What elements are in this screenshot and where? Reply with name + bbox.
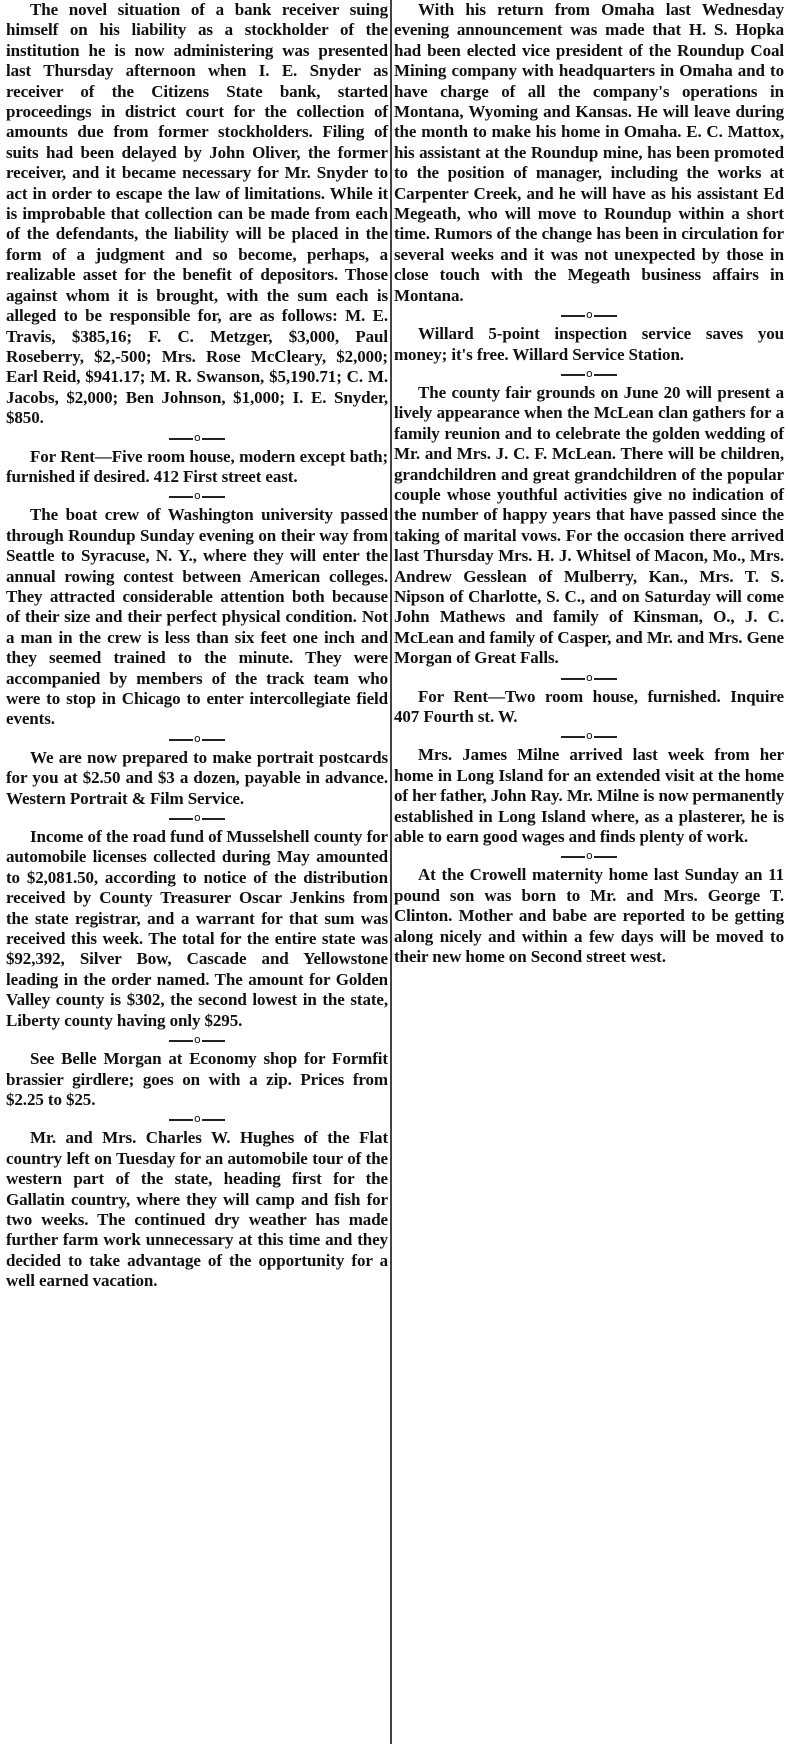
article-bank-receiver: The novel situation of a bank receiver suing himself on his liability as a stockholder of the institution he is now administering was presented last Thursday afternoon when I. E. Snyder as receiver of the Citizens State bank, started proceedings in district court for the collection of amounts due from former stockholders. Filing of suits had been delayed by John Oliver, the former receiver, and it became necessary for Mr. Snyder to act in order to escape the law of limitations. While it is improbable that collection can be made from each of the defendants, the liability will be placed in the form of a judgment and so become, perhaps, a realizable asset for the benefit of depositors. Those against whom it is brought, with the sum each is alleged to be responsible for, are as follows: M. E. Travis, $385,16; F. C. Metzger, $3,000, Paul Roseberry, $2,-500; Mrs. Rose McCleary, $2,000; Earl Reid, $941.17; M. R. Swanson, $5,190.71; C. M. Jacobs, $2,000; Ben Johnson, $1,000; I. E. Snyder, $850.	[6, 0, 388, 428]
left-column	[6, 0, 388, 1292]
separator: o	[394, 847, 784, 865]
separator: o	[6, 809, 388, 827]
ad-willard-service: Willard 5-point inspection service saves you money; it's free. Willard Service Station.	[394, 324, 784, 364]
article-hughes-tour: Mr. and Mrs. Charles W. Hughes of the Flat country left on Tuesday for an automobile tour of the western part of the state, heading first for the Gallatin country, where they will camp and fish for two weeks. The continued dry weather has made further farm work unnecessary at this time and they decided to take advantage of the opportunity for a well earned vacation.	[6, 1128, 388, 1291]
ad-portrait-postcards: We are now prepared to make portrait postcards for you at $2.50 and $3 a dozen, payable in advance. Western Portrait & Film Service.	[6, 747, 388, 808]
separator: o	[6, 429, 388, 447]
ad-for-rent-two-room: For Rent—Two room house, furnished. Inquire 407 Fourth st. W.	[394, 686, 784, 726]
article-boat-crew: The boat crew of Washington university passed through Roundup Sunday evening on their way from Seattle to Syracuse, N. Y., where they will enter the annual rowing contest between American colleges. They attracted considerable attention both because of their size and their perfect physical condition. Not a man in the crew is less than six feet one inch and they seemed trained to the minute. They were accompanied by members of the track team who were to stop in Chicago to enter intercollegiate field events.	[6, 505, 388, 729]
separator: o	[6, 487, 388, 505]
separator: o	[394, 669, 784, 687]
blank-area	[392, 1376, 788, 1744]
ad-economy-shop: See Belle Morgan at Economy shop for Formfit brassier girdlere; goes on with a zip. Prices from $2.25 to $25.	[6, 1049, 388, 1109]
article-hopka-omaha: With his return from Omaha last Wednesday evening announcement was made that H. S. Hopka had been elected vice president of the Roundup Coal Mining company with headquarters in Omaha and to have charge of all the company's operations in Montana, Wyoming and Kansas. He will leave during the month to make his home in Omaha. E. C. Mattox, his assistant at the Roundup mine, has been promoted to the position of manager, including the works at Carpenter Creek, and he will have as his assistant Ed Megeath, who will move to Roundup within a short time. Rumors of the change has been in circulation for several weeks and it was not unexpected by those in close touch with the Megeath business affairs in Montana.	[394, 0, 784, 305]
article-milne-visit: Mrs. James Milne arrived last week from her home in Long Island for an extended visit at the home of her father, John Ray. Mr. Milne is now permanently established in Long Island where, as a plasterer, he is able to earn good wages and finds plenty of work.	[394, 745, 784, 847]
right-column	[394, 0, 784, 1374]
ad-for-rent-five-room: For Rent—Five room house, modern except bath; furnished if desired. 412 First street east.	[6, 446, 388, 486]
article-road-fund: Income of the road fund of Musselshell county for automobile licenses collected during May amounted to $2,081.50, according to notice of the distribution received by County Treasurer Oscar Jenkins from the state registrar, and a warrant for that sum was received this week. The total for the entire state was $92,392, Silver Bow, Cascade and Yellowstone leading in the order named. The amount for Golden Valley county is $302, the second lowest in the state, Liberty county having only $295.	[6, 827, 388, 1030]
separator: o	[6, 1110, 388, 1128]
article-mclean-reunion: The county fair grounds on June 20 will present a lively appearance when the McLean clan gathers for a family reunion and to celebrate the golden wedding of Mr. and Mrs. J. C. F. McLean. There will be children, grandchildren and great grandchildren of the popular couple whose youthful activities give no indication of the number of happy years that have passed since the taking of marital vows. For the occasion there arrived last Thursday Mrs. H. J. Whitsel of Macon, Mo., Mrs. Andrew Gesslean of Mulberry, Kan., Mrs. T. S. Nipson of Charlotte, S. C., and on Saturday will come John Mathews and family of Kinsman, O., J. C. McLean and family of Casper, and Mr. and Mrs. Gene Morgan of Great Falls.	[394, 382, 784, 668]
separator: o	[394, 727, 784, 745]
separator: o	[394, 365, 784, 383]
separator: o	[394, 306, 784, 324]
separator: o	[6, 1031, 388, 1049]
separator: o	[6, 730, 388, 748]
article-crowell-birth: At the Crowell maternity home last Sunday an 11 pound son was born to Mr. and Mrs. George T. Clinton. Mother and babe are reported to be getting along nicely and within a few days will be moved to their new home on Second street west.	[394, 865, 784, 967]
